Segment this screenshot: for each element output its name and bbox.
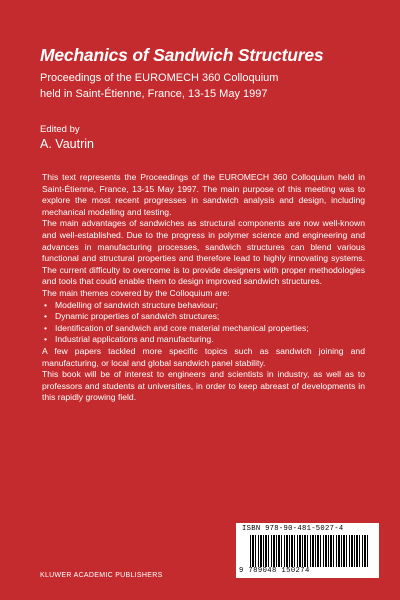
subtitle-line-1: Proceedings of the EUROMECH 360 Colloquium xyxy=(40,72,279,84)
book-title: Mechanics of Sandwich Structures xyxy=(40,45,324,65)
paragraph-intro: This text represents the Proceedings of the EUROMECH 360 Colloquium held in Saint-Étienne, France, 13-15 May 1997. The main purpose of this meeting was to explore the most recent progresses in sandwich analysis and design, including mechanical modelling and testing. xyxy=(42,172,365,217)
subtitle-line-2: held in Saint-Étienne, France, 13-15 May 1997 xyxy=(40,88,268,100)
editor-name: A. Vautrin xyxy=(40,137,94,151)
isbn-text: ISBN 978-90-481-5027-4 xyxy=(242,525,344,533)
topic-item: • Modelling of sandwich structure behaviour; xyxy=(42,300,365,312)
description xyxy=(42,172,365,404)
paragraph-audience: This book will be of interest to engineers and scientists in industry, as well as to professors and students at universities, in order to keep abreast of developments in this rapidly growing field. xyxy=(42,369,365,403)
paragraph-advantages: The main advantages of sandwiches as structural components are now well-known and well-established. Due to the progress in polymer science and engineering and advances in manufacturing processes, sandwich structures can blend various functional and structural properties and therefore lead to highly innovating systems. The current difficulty to overcome is to provide designers with proper methodologies and tools that could enable them to design improved sandwich structures. xyxy=(42,218,365,287)
topics-list xyxy=(42,300,365,346)
topic-item: • Identification of sandwich and core material mechanical properties; xyxy=(42,323,365,335)
barcode-icon xyxy=(250,535,368,567)
topic-item: • Dynamic properties of sandwich structures; xyxy=(42,311,365,323)
ean-number: 9 789048 150274 xyxy=(239,567,310,575)
book-subtitle xyxy=(40,70,380,102)
topic-item: • Industrial applications and manufacturing. xyxy=(42,334,365,346)
publisher-name: KLUWER ACADEMIC PUBLISHERS xyxy=(40,572,163,579)
barcode-panel xyxy=(236,523,379,578)
edited-by-label: Edited by xyxy=(40,124,80,135)
paragraph-specific-topics: A few papers tackled more specific topics such as sandwich joining and manufacturing, or local and global sandwich panel stability. xyxy=(42,345,365,368)
topics-intro: The main themes covered by the Colloquium are: xyxy=(42,287,230,298)
